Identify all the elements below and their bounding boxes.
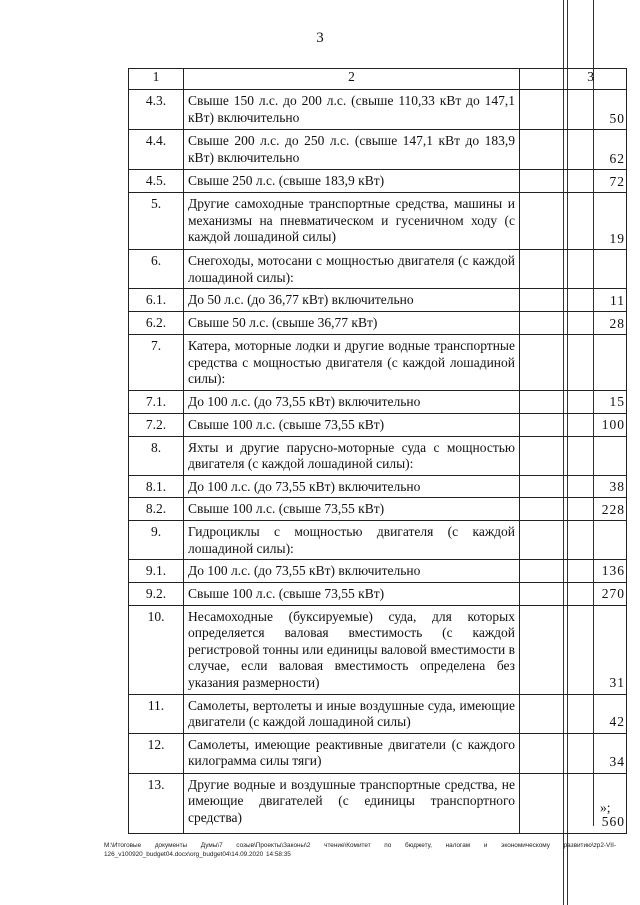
rate-cell	[520, 733, 627, 773]
page-number: 3	[316, 30, 324, 46]
row-number: 11.	[129, 694, 184, 733]
table-row	[129, 475, 627, 498]
row-description: Свыше 100 л.с. (свыше 73,55 кВт)	[184, 582, 520, 605]
rate-cell	[520, 130, 627, 170]
rate-value: 136	[601, 563, 625, 578]
header-col-2: 2	[184, 69, 520, 90]
table-row	[129, 170, 627, 193]
table-header-row	[129, 69, 627, 90]
row-description: Несамоходные (буксируемые) суда, для которых определяется валовая вместимость (с каждой регистровой тонны или единицы валовой вместимости в случае, если валовая вместимость определена без указания размерности)	[184, 605, 520, 694]
row-description: Яхты и другие парусно-моторные суда с мощностью двигателя (с каждой лошадиной силы):	[184, 436, 520, 475]
row-number: 9.	[129, 521, 184, 560]
row-description: До 50 л.с. (до 36,77 кВт) включительно	[184, 289, 520, 312]
row-description: Свыше 250 л.с. (свыше 183,9 кВт)	[184, 170, 520, 193]
rate-cell	[520, 582, 627, 605]
row-number: 8.	[129, 436, 184, 475]
row-description: Самолеты, имеющие реактивные двигатели (с каждого килограмма силы тяги)	[184, 733, 520, 773]
row-number: 4.3.	[129, 90, 184, 130]
rate-value: 228	[601, 501, 625, 517]
row-description: Свыше 100 л.с. (свыше 73,55 кВт)	[184, 413, 520, 436]
table-row	[129, 605, 627, 694]
rate-value: 11	[610, 292, 625, 308]
row-description: Свыше 150 л.с. до 200 л.с. (свыше 110,33 кВт до 147,1 кВт) включительно	[184, 90, 520, 130]
rate-value: 15	[609, 394, 625, 409]
row-description: До 100 л.с. (до 73,55 кВт) включительно	[184, 475, 520, 498]
rate-cell	[520, 475, 627, 498]
rate-value: 100	[601, 417, 625, 432]
row-number: 12.	[129, 733, 184, 773]
row-number: 6.1.	[129, 289, 184, 312]
rate-cell	[520, 560, 627, 583]
rate-cell	[520, 436, 627, 475]
row-number: 7.2.	[129, 413, 184, 436]
rate-cell	[520, 498, 627, 521]
rate-value: 50	[609, 110, 625, 126]
row-description: Другие водные и воздушные транспортные средства, не имеющие двигателей (с единицы транспортного средства)	[184, 773, 520, 833]
row-number: 7.1.	[129, 391, 184, 414]
rate-cell	[520, 312, 627, 335]
row-number: 6.	[129, 250, 184, 289]
row-number: 8.1.	[129, 475, 184, 498]
table-row	[129, 312, 627, 335]
table-row	[129, 130, 627, 170]
table-row	[129, 582, 627, 605]
rate-value: 42	[609, 714, 625, 729]
row-description: Самолеты, вертолеты и иные воздушные суда, имеющие двигатели (с каждой лошадиной силы)	[184, 694, 520, 733]
row-description: До 100 л.с. (до 73,55 кВт) включительно	[184, 391, 520, 414]
row-description: Свыше 100 л.с. (свыше 73,55 кВт)	[184, 498, 520, 521]
rate-cell	[520, 413, 627, 436]
rate-value: 19	[609, 230, 625, 246]
table-row	[129, 289, 627, 312]
header-col-1: 1	[129, 69, 184, 90]
rate-cell	[520, 170, 627, 193]
row-number: 8.2.	[129, 498, 184, 521]
row-description: Свыше 200 л.с. до 250 л.с. (свыше 147,1 кВт до 183,9 кВт) включительно	[184, 130, 520, 170]
table-row	[129, 560, 627, 583]
rate-value: 72	[609, 173, 625, 189]
row-number: 6.2.	[129, 312, 184, 335]
table-row	[129, 193, 627, 250]
row-number: 5.	[129, 193, 184, 250]
row-number: 10.	[129, 605, 184, 694]
table-row	[129, 733, 627, 773]
rate-cell	[520, 250, 627, 289]
rate-cell	[520, 694, 627, 733]
header-col-3: 3	[520, 69, 627, 90]
table-row	[129, 335, 627, 391]
table-row	[129, 413, 627, 436]
table-row	[129, 694, 627, 733]
table-row	[129, 90, 627, 130]
rate-cell	[520, 521, 627, 560]
rate-value: 31	[609, 675, 625, 690]
rate-value: 270	[601, 586, 625, 601]
row-description: Снегоходы, мотосани с мощностью двигателя (с каждой лошадиной силы):	[184, 250, 520, 289]
table-row	[129, 498, 627, 521]
table-row	[129, 521, 627, 560]
rate-cell	[520, 289, 627, 312]
row-number: 4.4.	[129, 130, 184, 170]
row-number: 9.1.	[129, 560, 184, 583]
table-row	[129, 436, 627, 475]
rate-cell	[520, 605, 627, 694]
row-description: До 100 л.с. (до 73,55 кВт) включительно	[184, 560, 520, 583]
rate-value: 560	[601, 814, 625, 829]
file-path-footer: М:\Итоговые документы Думы\7 созыв\Проекты\Законы\2 чтение\Комитет по бюджету, налогам и экономическому развитию\zp2-VII-126_v100920_budget04.docx\org_budget04\14.09.2020 14:58:35	[104, 842, 616, 858]
row-description: Катера, моторные лодки и другие водные транспортные средства с мощностью двигателя (с каждой лошадиной силы):	[184, 335, 520, 391]
row-number: 4.5.	[129, 170, 184, 193]
row-number: 13.	[129, 773, 184, 833]
closing-mark: »;	[600, 800, 611, 815]
rate-value: 28	[609, 315, 625, 331]
row-number: 7.	[129, 335, 184, 391]
rate-value: 34	[609, 754, 625, 769]
rate-value: 38	[609, 478, 625, 494]
table-row	[129, 391, 627, 414]
table-row	[129, 773, 627, 833]
rate-cell	[520, 391, 627, 414]
row-description: Свыше 50 л.с. (свыше 36,77 кВт)	[184, 312, 520, 335]
tax-rate-table	[128, 68, 627, 834]
rate-cell	[520, 335, 627, 391]
rate-cell	[520, 90, 627, 130]
rate-cell	[520, 193, 627, 250]
row-description: Гидроциклы с мощностью двигателя (с каждой лошадиной силы):	[184, 521, 520, 560]
rate-value: 62	[609, 150, 625, 166]
row-number: 9.2.	[129, 582, 184, 605]
table-row	[129, 250, 627, 289]
row-description: Другие самоходные транспортные средства, машины и механизмы на пневматическом и гусеничном ходу (с каждой лошадиной силы)	[184, 193, 520, 250]
